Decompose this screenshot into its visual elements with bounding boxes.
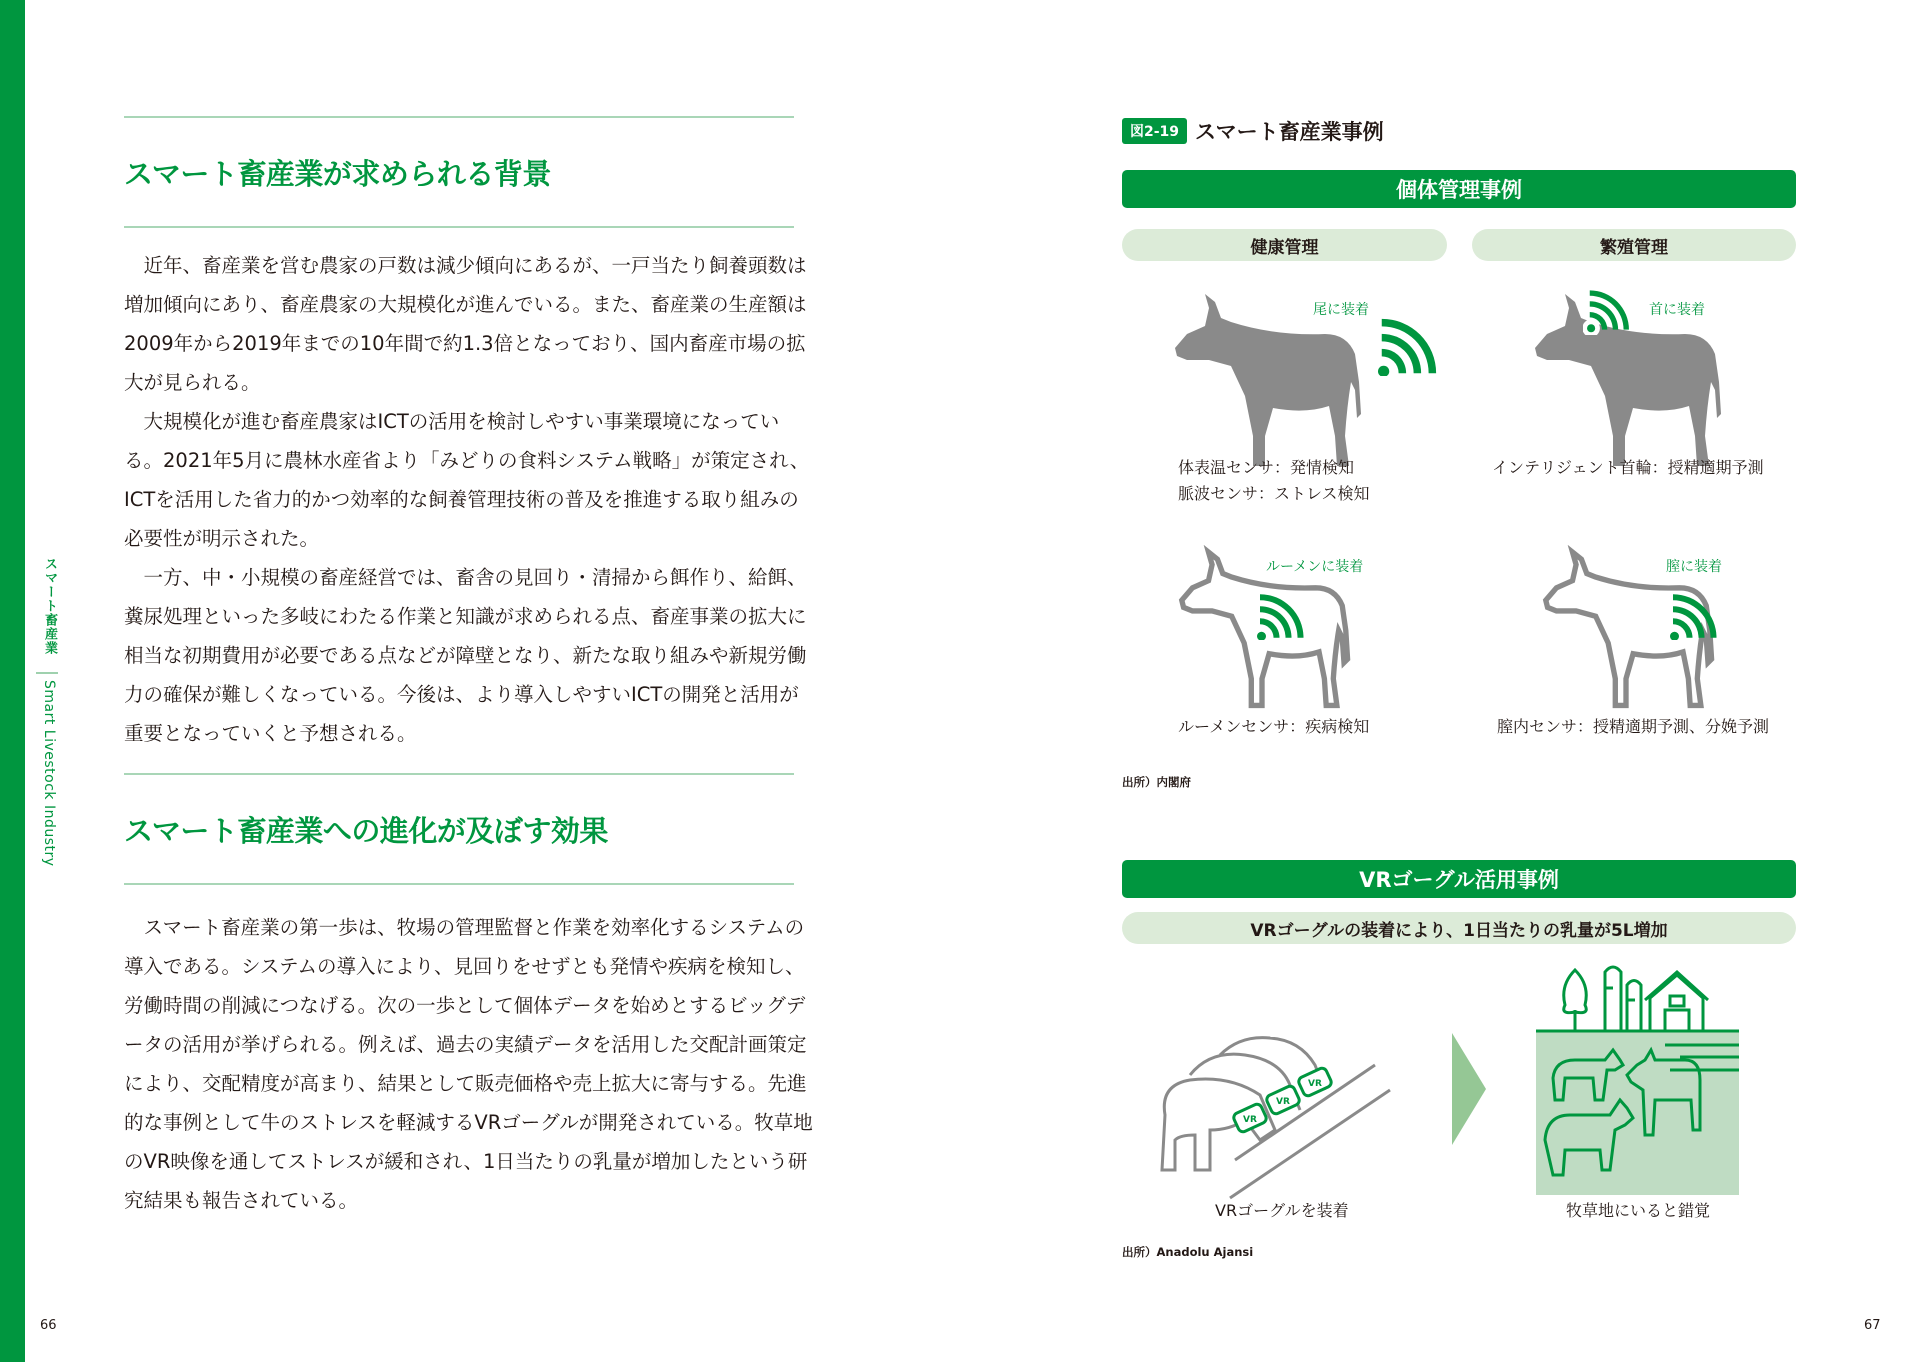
side-title-en: Smart Livestock Industry	[41, 680, 57, 867]
paragraph: 一方、中・小規模の畜産経営では、畜舎の見回り・清掃から餌作り、給餌、糞尿処理といった多岐にわたる作業と知識が求められる点、畜産事業の拡大に相当な初期費用が必要である点などが障壁となり、新たな取り組みや新規労働力の確保が難しくなっている。今後は、より導入しやすいICTの開発と活用が重要となっていくと予想される。	[124, 566, 807, 745]
figure-label	[1122, 116, 1384, 146]
goggle-label: VR	[1243, 1115, 1257, 1125]
cow-caption	[1497, 714, 1769, 740]
page-number-left: 66	[40, 1318, 57, 1333]
sensor-position-tag: 首に装着	[1649, 302, 1705, 318]
cow-caption	[1178, 455, 1370, 507]
section-heading-2: スマート畜産業への進化が及ぼす効果	[124, 814, 608, 848]
wifi-signal-icon	[1583, 285, 1633, 335]
sensor-position-tag: 膣に装着	[1666, 559, 1722, 575]
sensor-position-tag: 尾に装着	[1313, 302, 1369, 318]
vr-result-label: VRゴーグルの装着により、1日当たりの乳量が5L増加	[1122, 912, 1796, 944]
section-heading-1: スマート畜産業が求められる背景	[124, 157, 551, 191]
section-1-body	[124, 246, 814, 753]
arrow-right-icon	[1452, 1033, 1486, 1145]
source-note: 出所）内閣府	[1122, 775, 1191, 789]
caption-line: 体表温センサ：発情検知	[1178, 458, 1355, 477]
rule	[124, 226, 794, 228]
figure-number: 図2-19	[1122, 118, 1187, 144]
wifi-signal-icon	[1378, 316, 1438, 376]
rule	[124, 773, 794, 775]
individual-management-header: 個体管理事例	[1122, 170, 1796, 208]
cows-with-vr-goggles-illustration	[1150, 1020, 1425, 1200]
rule	[124, 116, 794, 118]
figure-title: スマート畜産業事例	[1195, 120, 1384, 144]
health-management-label: 健康管理	[1122, 229, 1447, 261]
cow-caption	[1492, 455, 1764, 481]
green-edge-bar	[0, 0, 25, 1362]
caption-line: 膣内センサ：授精適期予測、分娩予測	[1497, 717, 1770, 736]
caption-line: ルーメンセンサ：疾病検知	[1178, 717, 1370, 736]
side-title-jp: スマート畜産業	[42, 557, 57, 655]
caption-line: インテリジェント首輪：授精適期予測	[1492, 458, 1764, 477]
vr-left-caption: VRゴーグルを装着	[1215, 1201, 1349, 1220]
wifi-signal-icon	[1670, 592, 1718, 640]
vr-right-caption: 牧草地にいると錯覚	[1566, 1201, 1711, 1220]
source-note: 出所）Anadolu Ajansi	[1122, 1245, 1254, 1259]
page-number-right: 67	[1864, 1318, 1881, 1333]
caption-line: 脈波センサ：ストレス検知	[1178, 484, 1370, 503]
rule	[124, 883, 794, 885]
paragraph: スマート畜産業の第一歩は、牧場の管理監督と作業を効率化するシステムの導入である。システムの導入により、見回りをせずとも発情や疾病を検知し、労働時間の削減につなげる。次の一歩として個体データを始めとするビッグデータの活用が挙げられる。例えば、過去の実績データを活用した交配計画策定により、交配精度が高まり、結果として販売価格や売上拡大に寄与する。先進的な事例として牛のストレスを軽減するVRゴーグルが開発されている。牧草地のVR映像を通してストレスが緩和され、1日当たりの乳量が増加したという研究結果も報告されている。	[124, 916, 813, 1212]
goggle-label: VR	[1308, 1079, 1322, 1089]
vr-goggle-header: VRゴーグル活用事例	[1122, 860, 1796, 898]
breeding-management-label: 繁殖管理	[1472, 229, 1796, 261]
wifi-signal-icon	[1257, 592, 1305, 640]
paragraph: 近年、畜産業を営む農家の戸数は減少傾向にあるが、一戸当たり飼養頭数は増加傾向にあり、畜産農家の大規模化が進んでいる。また、畜産業の生産額は2009年から2019年までの10年間で約1.3倍となっており、国内畜産市場の拡大が見られる。	[124, 254, 807, 394]
cow-caption	[1178, 714, 1369, 740]
goggle-label: VR	[1276, 1097, 1290, 1107]
pasture-illustration	[1535, 960, 1740, 1195]
section-2-body	[124, 908, 814, 1220]
side-divider	[36, 672, 58, 674]
sensor-position-tag: ルーメンに装着	[1266, 559, 1364, 575]
paragraph: 大規模化が進む畜産農家はICTの活用を検討しやすい事業環境になっている。2021年5月に農林水産省より「みどりの食料システム戦略」が策定され、ICTを活用した省力的かつ効率的な飼養管理技術の普及を推進する取り組みの必要性が明示された。	[124, 410, 810, 550]
